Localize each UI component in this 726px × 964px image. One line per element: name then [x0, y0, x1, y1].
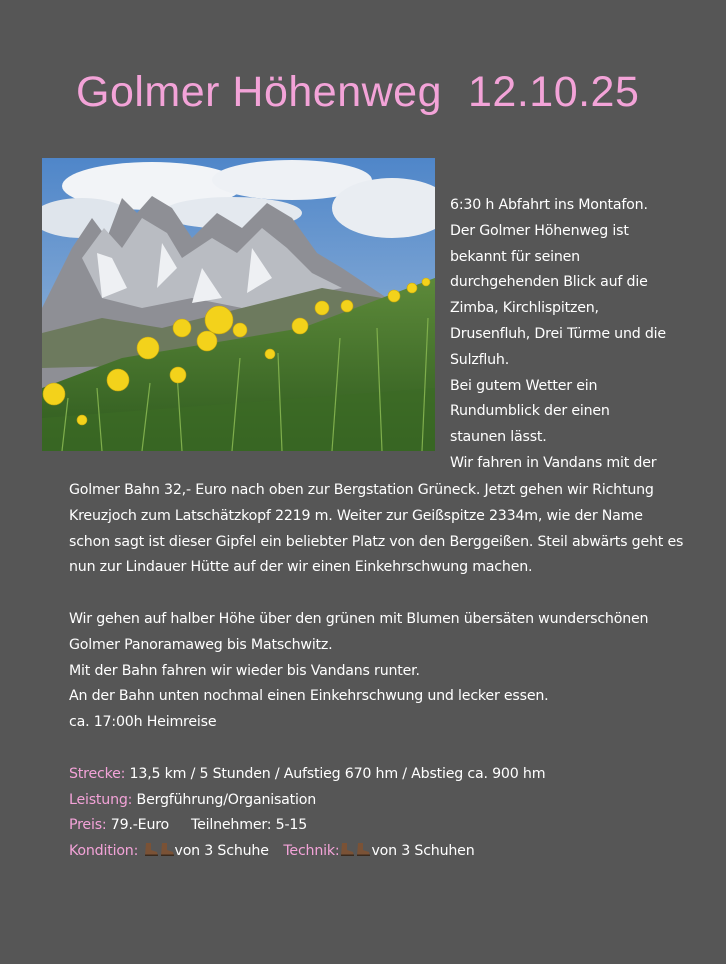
text-line: Der Golmer Höhenweg ist	[450, 222, 629, 239]
text-line: ca. 17:00h Heimreise	[69, 714, 217, 731]
spacer	[69, 735, 709, 761]
preis-label: Preis:	[69, 817, 107, 834]
text-line: nun zur Lindauer Hütte auf der wir einen Einkehrschwung machen.	[69, 559, 533, 576]
technik-value: von 3 Schuhen	[371, 843, 475, 860]
text-line: schon sagt ist dieser Gipfel ein beliebter Platz von den Berggeißen. Steil abwärts geht es	[69, 533, 684, 550]
text-line: 6:30 h Abfahrt ins Montafon.	[450, 197, 648, 213]
text-line: Mit der Bahn fahren wir wieder bis Vandans runter.	[69, 662, 420, 679]
text-line: durchgehenden Blick auf die	[450, 274, 648, 291]
text-line: Wir gehen auf halber Höhe über den grünen mit Blumen übersäten wunderschönen	[69, 610, 649, 627]
text-line: staunen lässt.	[450, 429, 547, 446]
hiking-boot-icon	[143, 840, 159, 866]
detail-preis	[69, 812, 709, 838]
text-line: An der Bahn unten nochmal einen Einkehrschwung und lecker essen.	[69, 688, 549, 705]
kondition-value: von 3 Schuhe	[174, 843, 269, 860]
text-line: bekannt für seinen	[450, 248, 580, 265]
text-line: Zimba, Kirchlispitzen,	[450, 300, 599, 317]
text-line: Bei gutem Wetter ein	[450, 377, 598, 394]
text-line: Rundumblick der einen	[450, 403, 610, 420]
detail-strecke	[69, 761, 709, 787]
kondition-label: Kondition:	[69, 843, 139, 860]
text-line: Sulzfluh.	[450, 351, 510, 368]
preis-value: 79.-Euro	[106, 817, 170, 834]
teilnehmer-value: Teilnehmer: 5-15	[191, 817, 308, 834]
text-line: Drusenfluh, Drei Türme und die	[450, 325, 666, 342]
description-text	[69, 477, 709, 864]
hiking-boot-icon	[339, 840, 355, 866]
spacer	[69, 580, 709, 606]
photo-illustration	[42, 158, 435, 451]
hiking-boot-icon	[355, 840, 371, 866]
text-line: Golmer Panoramaweg bis Matschwitz.	[69, 636, 333, 653]
leistung-label: Leistung:	[69, 791, 133, 808]
event-date: 12.10.25	[468, 68, 640, 116]
text-line: Kreuzjoch zum Latschätzkopf 2219 m. Weiter zur Geißspitze 2334m, wie der Name	[69, 507, 643, 524]
technik-label: Technik:	[283, 843, 340, 860]
strecke-label: Strecke:	[69, 765, 126, 782]
text-line: Golmer Bahn 32,- Euro nach oben zur Bergstation Grüneck. Jetzt gehen wir Richtung	[69, 482, 654, 498]
detail-leistung	[69, 787, 709, 813]
mountain-meadow-photo	[42, 158, 435, 451]
page-title: Golmer Höhenweg	[76, 68, 443, 116]
intro-text	[450, 192, 720, 476]
hiking-boot-icon	[159, 840, 175, 866]
text-line: Wir fahren in Vandans mit der	[450, 454, 657, 471]
detail-difficulty	[69, 838, 709, 864]
leistung-value: Bergführung/Organisation	[132, 791, 317, 808]
page-header	[0, 62, 726, 122]
strecke-value: 13,5 km / 5 Stunden / Aufstieg 670 hm / Abstieg ca. 900 hm	[125, 765, 546, 782]
